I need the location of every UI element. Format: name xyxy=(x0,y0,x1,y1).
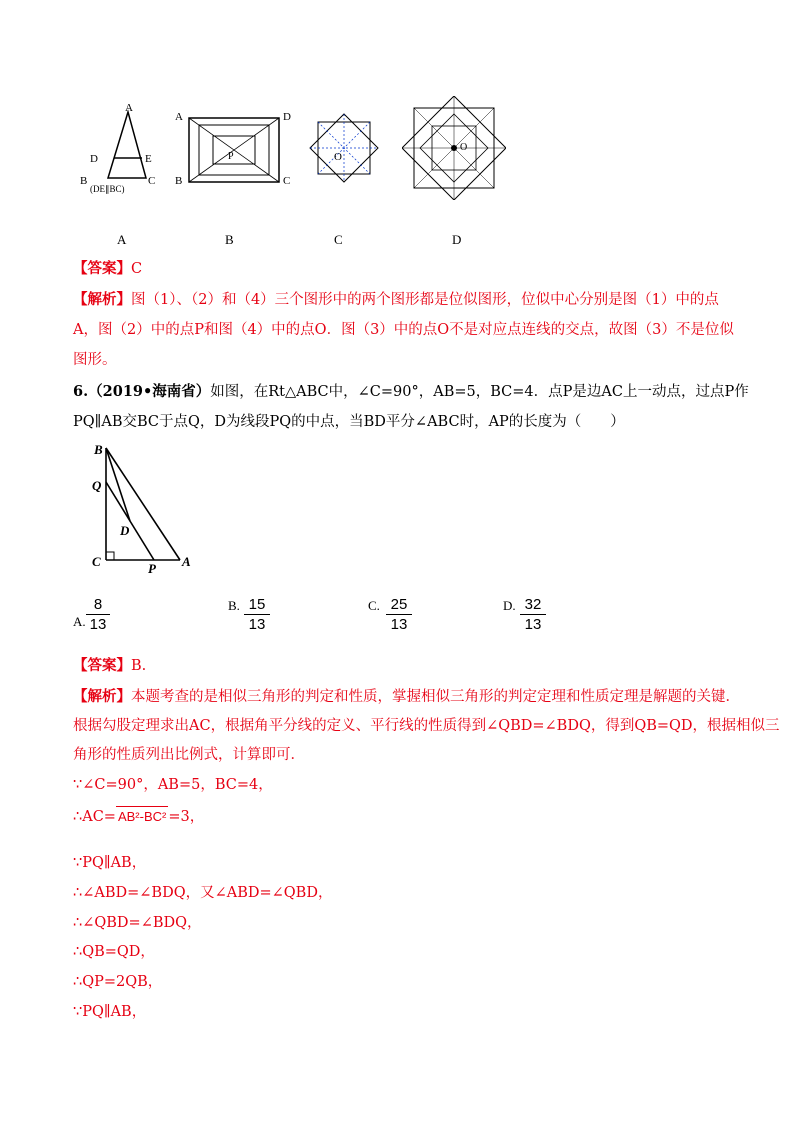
fig-d-point-O: O xyxy=(460,142,468,153)
q5-answer-value: C xyxy=(131,261,143,277)
q6-point-Q: Q xyxy=(92,478,102,493)
q6-stem-line2: PQ∥AB交BC于点Q，D为线段PQ的中点，当BD平分∠ABC时，AP的长度为（ ） xyxy=(73,414,625,430)
fig-b-point-P: P xyxy=(228,151,234,162)
q5-analysis-line1 xyxy=(73,290,719,310)
q6-option-d xyxy=(520,596,546,633)
fig-b-point-D: D xyxy=(283,111,291,123)
q6-analysis-line2: 根据勾股定理求出AC，根据角平分线的定义、平行线的性质得到∠QBD=∠BDQ，得到QB=QD，根据相似三 xyxy=(73,718,780,734)
fig-c-point-O: O xyxy=(334,151,342,163)
q6-source: （2019•海南省） xyxy=(88,383,211,400)
q6-diagram xyxy=(88,440,198,575)
q6-step-2 xyxy=(73,806,204,827)
q6-option-a xyxy=(86,596,110,633)
fig-a-point-B: B xyxy=(80,175,88,187)
q6-point-D: D xyxy=(120,523,130,538)
figure-label-d: D xyxy=(452,232,462,247)
q6-option-c-label: C. xyxy=(368,598,380,613)
q6-point-C: C xyxy=(92,554,101,569)
q6-option-d-label: D. xyxy=(503,598,516,613)
q6-option-a-label: A. xyxy=(73,614,86,629)
q6-analysis-text1: 本题考查的是相似三角形的判定和性质，掌握相似三角形的判定定理和性质定理是解题的关键． xyxy=(131,689,740,705)
figure-label-c: C xyxy=(334,232,343,247)
q6-step-4: ∴∠ABD=∠BDQ，又∠ABD=∠QBD， xyxy=(73,885,333,901)
fig-b-point-A: A xyxy=(175,111,183,123)
q5-analysis-tag: 【解析】 xyxy=(73,291,131,308)
figure-label-b: B xyxy=(225,232,234,247)
q6-number: 6. xyxy=(73,383,89,400)
q6-option-b-label: B. xyxy=(228,598,240,613)
q6-step-6: ∴QB=QD， xyxy=(73,944,155,960)
q6-option-d-den: 13 xyxy=(524,616,542,633)
q6-option-c-den: 13 xyxy=(390,616,408,633)
q6-stem-line1 xyxy=(73,382,749,402)
q6-option-a-den: 13 xyxy=(89,616,107,633)
q5-analysis-line3: 图形。 xyxy=(73,352,117,368)
q6-analysis-line1 xyxy=(73,687,740,707)
q6-sqrt-result: =3， xyxy=(168,809,205,825)
q6-answer xyxy=(73,656,146,676)
fig-a-point-A: A xyxy=(125,102,133,114)
q6-option-b xyxy=(244,596,270,633)
q6-option-a-num: 8 xyxy=(93,596,103,613)
fig-b-point-B: B xyxy=(175,175,183,187)
fig-b-point-C: C xyxy=(283,175,291,187)
q6-analysis-line3: 角形的性质列出比例式，计算即可． xyxy=(73,747,305,763)
q6-stem-text1: 如图，在Rt△ABC中，∠C=90°，AB=5，BC=4．点P是边AC上一动点，过点P作 xyxy=(210,384,749,400)
figure-label-a: A xyxy=(117,232,127,247)
fig-a-point-E: E xyxy=(145,153,152,165)
q6-step-1: ∵∠C=90°，AB=5，BC=4， xyxy=(73,777,273,793)
q6-answer-tag: 【答案】 xyxy=(73,657,131,674)
fig-a-note: (DE∥BC) xyxy=(90,184,125,194)
q6-option-d-num: 32 xyxy=(524,596,542,613)
q6-point-B: B xyxy=(94,442,103,457)
figure-c xyxy=(308,112,380,184)
q6-option-b-num: 15 xyxy=(248,596,266,613)
q6-option-c-num: 25 xyxy=(390,596,408,613)
q5-answer-tag: 【答案】 xyxy=(73,260,131,277)
q6-step-2-lead: ∴AC= xyxy=(73,809,116,825)
fig-a-point-D: D xyxy=(90,153,98,165)
q6-step-8: ∵PQ∥AB， xyxy=(73,1004,147,1020)
q6-option-c xyxy=(386,596,412,633)
q6-point-A: A xyxy=(182,554,191,569)
q5-answer xyxy=(73,259,142,279)
q5-analysis-text1: 图（1）、（2）和（4）三个图形中的两个图形都是位似图形，位似中心分别是图（1）中的点 xyxy=(131,292,719,308)
q6-step-7: ∴QP=2QB， xyxy=(73,974,163,990)
q5-analysis-line2: A，图（2）中的点P和图（4）中的点O．图（3）中的点O不是对应点连线的交点，故图（3）不是位似 xyxy=(73,322,734,338)
q6-option-b-den: 13 xyxy=(248,616,266,633)
figure-b xyxy=(175,108,295,188)
fig-a-point-C: C xyxy=(148,175,156,187)
q6-point-P: P xyxy=(148,561,156,575)
figure-d xyxy=(402,96,506,200)
q6-answer-value: B. xyxy=(131,658,147,674)
q6-sqrt-expression: AB²-BC² xyxy=(116,806,168,827)
q6-step-5: ∴∠QBD=∠BDQ， xyxy=(73,915,202,931)
q6-analysis-tag: 【解析】 xyxy=(73,688,131,705)
q6-step-3: ∵PQ∥AB， xyxy=(73,855,147,871)
figure-a xyxy=(80,100,170,195)
